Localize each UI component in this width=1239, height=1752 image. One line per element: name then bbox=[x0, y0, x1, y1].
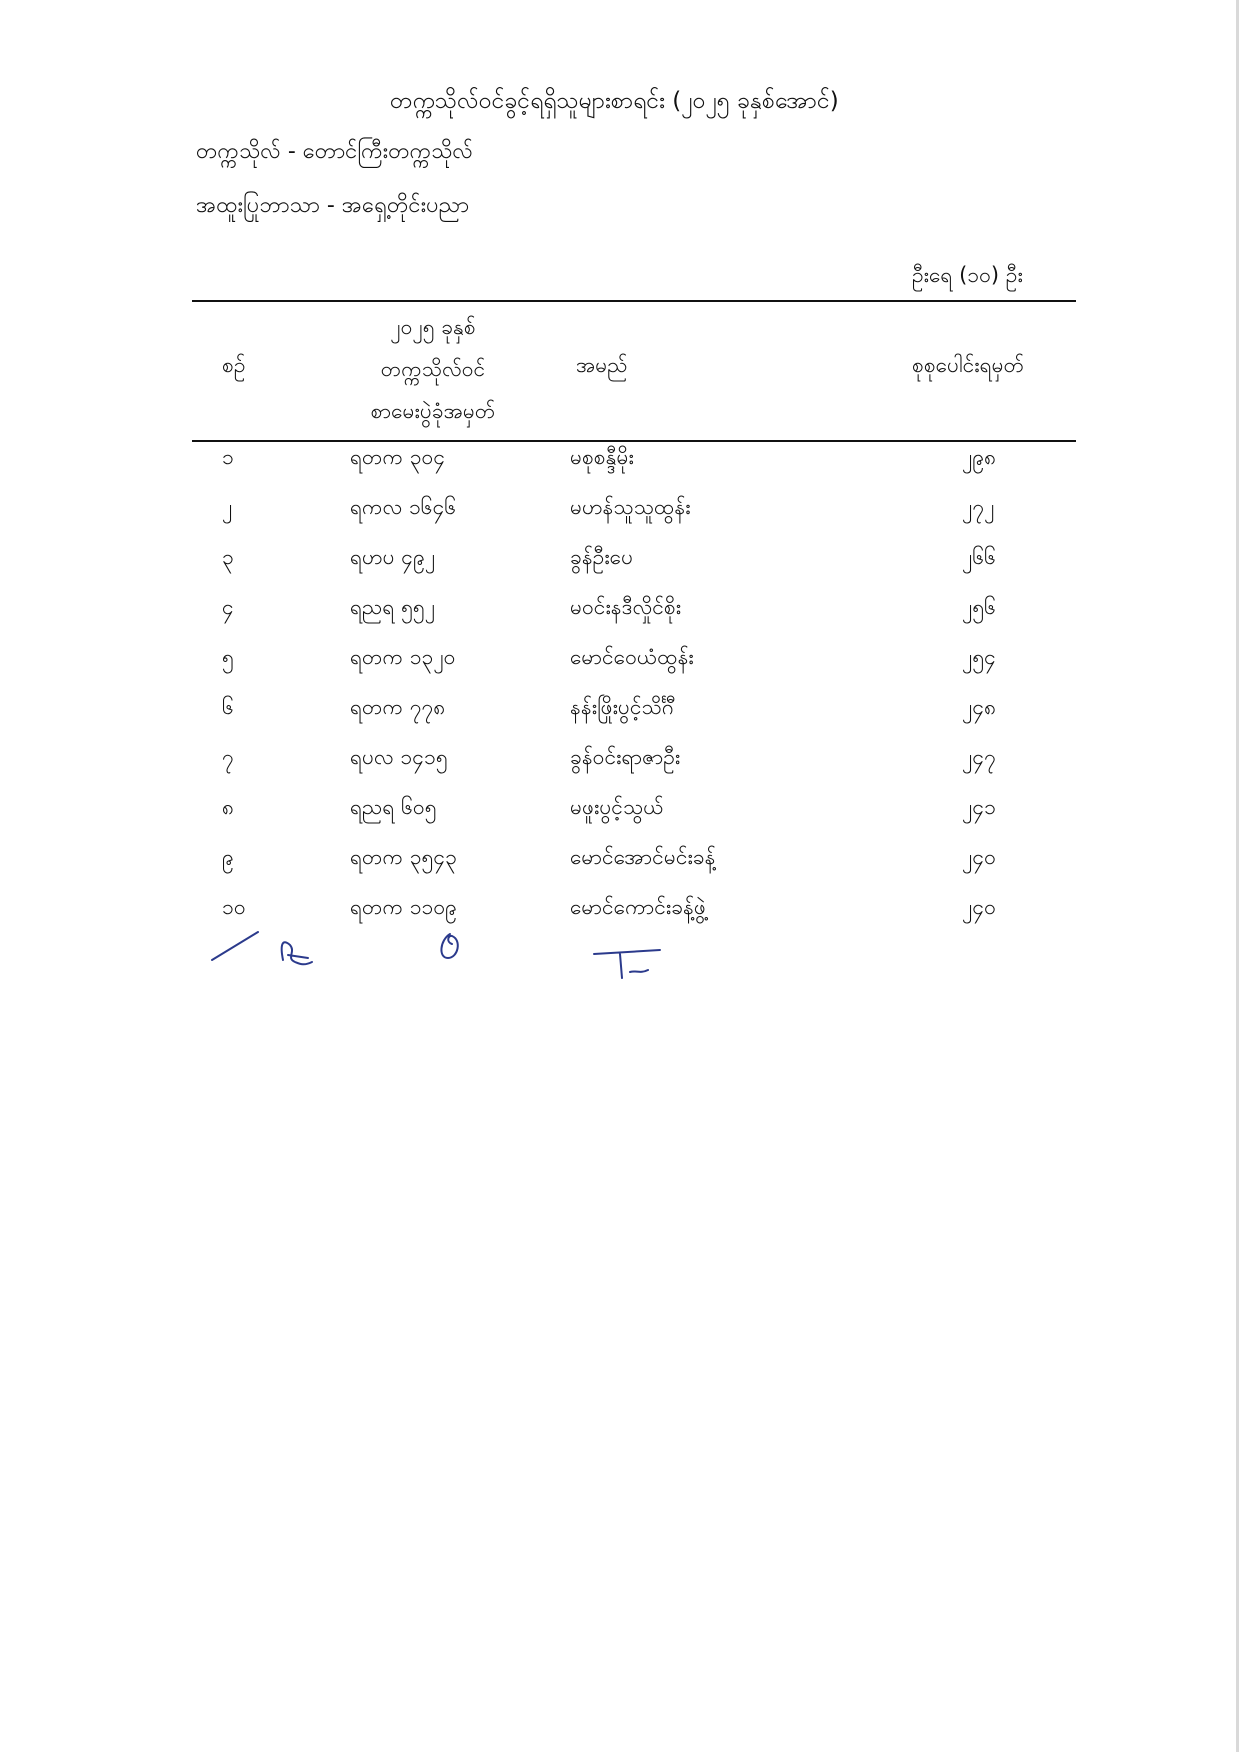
cell-name: မောင်ဝေယံထွန်း bbox=[570, 645, 694, 669]
cell-seat-number: ရတက ၁၃၂၀ bbox=[350, 645, 456, 669]
cell-serial: ၄ bbox=[222, 595, 234, 619]
cell-serial: ၂ bbox=[222, 495, 233, 519]
header-total-marks: စုစုပေါင်းရမှတ် bbox=[912, 353, 1025, 377]
cell-total-marks: ၂၇၂ bbox=[962, 495, 995, 519]
university-line: တက္ကသိုလ် - တောင်ကြီးတက္ကသိုလ် bbox=[196, 139, 474, 164]
cell-name: မဖူးပွင့်သွယ် bbox=[570, 795, 664, 819]
signature-initial bbox=[594, 950, 660, 978]
cell-seat-number: ရညရ ၅၅၂ bbox=[350, 595, 436, 619]
header-seat-number: ၂၀၂၅ ခုနှစ် တက္ကသိုလ်ဝင် စာမေးပွဲခုံအမှတ် bbox=[370, 315, 496, 423]
cell-name: ခွန်ဦးပေ bbox=[570, 545, 634, 569]
cell-serial: ၁၀ bbox=[222, 895, 246, 919]
signature-stroke bbox=[212, 932, 258, 960]
cell-serial: ၈ bbox=[222, 795, 234, 819]
cell-seat-number: ရတက ၇၇၈ bbox=[350, 695, 446, 719]
cell-seat-number: ရတက ၃၀၄ bbox=[350, 445, 446, 469]
cell-name: ခွန်ဝင်းရာဇာဦး bbox=[570, 745, 681, 769]
cell-seat-number: ရဟပ ၄၉၂ bbox=[350, 545, 436, 569]
signature-loop bbox=[441, 934, 457, 958]
cell-name: မဝင်းနဒီလှိုင်စိုး bbox=[570, 595, 682, 619]
cell-total-marks: ၂၄၈ bbox=[962, 695, 997, 719]
cell-seat-number: ရကလ ၁၆၄၆ bbox=[350, 495, 457, 519]
cell-name: မောင်ကောင်းခန့်ဖွဲ့ bbox=[570, 895, 706, 919]
cell-total-marks: ၂၄၀ bbox=[962, 845, 996, 869]
cell-total-marks: ၂၄၀ bbox=[962, 895, 996, 919]
cell-total-marks: ၂၆၆ bbox=[962, 545, 996, 569]
cell-total-marks: ၂၄၁ bbox=[962, 795, 996, 819]
cell-name: နန်းဖြိုးပွင့်သိင်္ဂီ bbox=[570, 695, 676, 719]
cell-name: မစုစန္ဒီမိုး bbox=[570, 445, 634, 469]
cell-total-marks: ၂၅၄ bbox=[962, 645, 996, 669]
cell-serial: ၉ bbox=[222, 845, 234, 869]
cell-seat-number: ရပလ ၁၄၁၅ bbox=[350, 745, 448, 769]
cell-seat-number: ရညရ ၆၀၅ bbox=[350, 795, 437, 819]
cell-seat-number: ရတက ၃၅၄၃ bbox=[350, 845, 457, 869]
header-name: အမည် bbox=[576, 353, 628, 377]
cell-name: မောင်အောင်မင်းခန့် bbox=[570, 845, 716, 869]
cell-serial: ၇ bbox=[222, 745, 234, 769]
count-line: ဦးရေ (၁၀) ဦး bbox=[912, 263, 1023, 287]
cell-name: မဟန်သူသူထွန်း bbox=[570, 495, 691, 519]
cell-serial: ၁ bbox=[222, 445, 234, 469]
cell-total-marks: ၂၉၈ bbox=[962, 445, 997, 469]
cell-total-marks: ၂၅၆ bbox=[962, 595, 996, 619]
header-serial: စဉ် bbox=[222, 353, 246, 377]
cell-serial: ၃ bbox=[222, 545, 234, 569]
cell-seat-number: ရတက ၁၁၀၉ bbox=[350, 895, 457, 919]
signature-mark bbox=[282, 942, 312, 964]
cell-total-marks: ၂၄၇ bbox=[962, 745, 996, 769]
specialty-line: အထူးပြုဘာသာ - အရှေ့တိုင်းပညာ bbox=[196, 193, 470, 218]
cell-serial: ၅ bbox=[222, 645, 234, 669]
document-title: တက္ကသိုလ်ဝင်ခွင့်ရရှိသူများစာရင်း (၂၀၂၅ ခုနှစ်အောင်) bbox=[390, 88, 839, 114]
cell-serial: ၆ bbox=[222, 695, 234, 719]
